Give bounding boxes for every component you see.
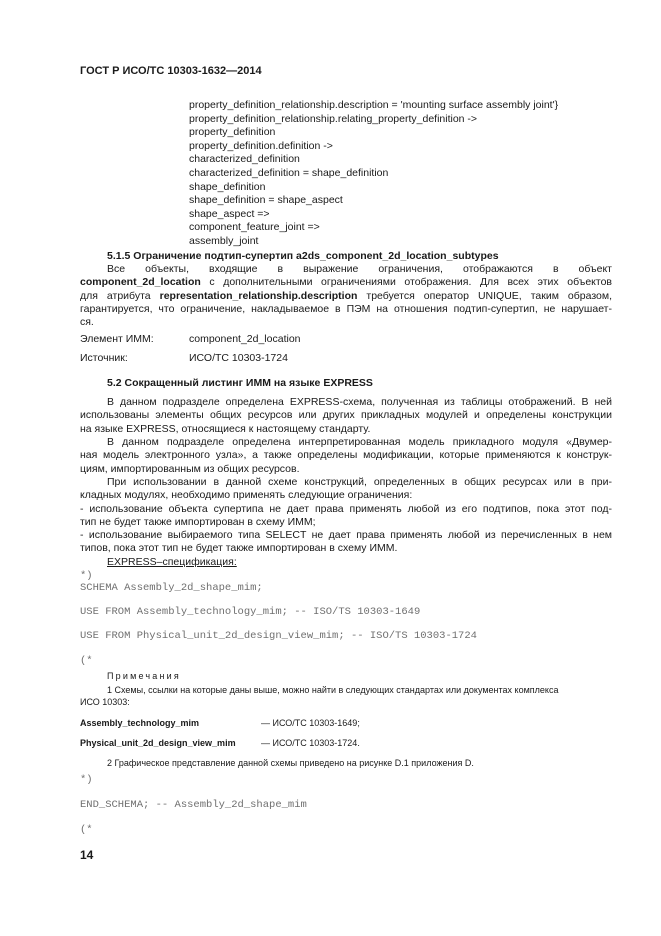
note-1-line-1: 1 Схемы, ссылки на которые даны выше, можно найти в следующих стандартах или документах комплекса xyxy=(107,685,559,695)
source-value: ИСО/ТС 10303-1724 xyxy=(189,352,288,364)
text-line: гарантируется, что ограничение, накладываемое в ПЭМ на отношения подтип-супертип, не нарушает- xyxy=(80,302,612,315)
source-label: Источник: xyxy=(80,352,128,364)
text-line: При использовании в данной схеме конструкций, определенных в общих ресурсах или в при- xyxy=(107,476,612,488)
section-52-paragraph-3 xyxy=(80,476,612,556)
text-line: В данном подразделе определена EXPRESS-схема, полученная из таблицы отображений. В ней xyxy=(107,396,612,408)
section-52-paragraph-1 xyxy=(80,396,612,436)
code-open-comment: *) xyxy=(80,570,93,582)
document-header: ГОСТ Р ИСО/ТС 10303-1632—2014 xyxy=(80,65,262,77)
text-line: В данном подразделе определена интерпретированная модель прикладного модуля «Двумер- xyxy=(107,436,612,448)
mapping-line: property_definition_relationship.description = 'mounting surface assembly joint'} xyxy=(189,99,559,111)
express-spec-label: EXPRESS–спецификация: xyxy=(107,556,237,568)
text-line: - использование выбираемого типа SELECT не дает права применять любой из перечисленных в нем xyxy=(80,529,612,542)
code-schema-line: SCHEMA Assembly_2d_shape_mim; xyxy=(80,582,263,594)
mapping-line: characterized_definition xyxy=(189,153,300,166)
code-use-line: USE FROM Assembly_technology_mim; -- ISO/TS 10303-1649 xyxy=(80,606,421,618)
code-reopen-comment: *) xyxy=(80,774,93,786)
mapping-line: component_feature_joint => xyxy=(189,221,320,234)
text-line: - использование объекта супертипа не дает права применять любой из его подтипов, пока этот под- xyxy=(80,502,612,515)
notes-title: Примечания xyxy=(107,671,181,681)
text-line: типов, пока этот тип не будет также импортирован в схему ИММ. xyxy=(80,542,398,555)
section-515-paragraph xyxy=(80,263,612,329)
text-line: ная модель электронного узла», а также определены модификации, которые применяются к конструк- xyxy=(80,449,612,462)
ref-document: — ИСО/ТС 10303-1649; xyxy=(261,718,360,728)
mapping-line: shape_aspect => xyxy=(189,207,270,220)
mapping-lines xyxy=(189,99,558,249)
mapping-line: property_definition xyxy=(189,126,276,139)
mapping-line: property_definition.definition -> xyxy=(189,139,333,152)
element-label: Элемент ИММ: xyxy=(80,333,154,345)
code-end-schema: END_SCHEMA; -- Assembly_2d_shape_mim xyxy=(80,799,307,811)
page-number: 14 xyxy=(80,848,94,862)
entity-name: component_2d_location xyxy=(80,276,201,289)
ref-document: — ИСО/ТС 10303-1724. xyxy=(261,738,360,748)
code-use-line: USE FROM Physical_unit_2d_design_view_mim; -- ISO/TS 10303-1724 xyxy=(80,630,477,642)
ref-module-name: Assembly_technology_mim xyxy=(80,718,200,728)
text-line: требуется оператор UNIQUE, таким образом, xyxy=(357,289,612,302)
mapping-line: property_definition_relationship.relating_property_definition -> xyxy=(189,112,478,125)
text-line: использованы элементы общих ресурсов или других прикладных модулей и определены конструкции xyxy=(80,409,612,422)
mapping-line: shape_definition = shape_aspect xyxy=(189,194,343,207)
text-line: ся. xyxy=(80,316,94,329)
text-line: для атрибута xyxy=(80,289,160,302)
section-515-heading: 5.1.5 Ограничение подтип-супертип a2ds_component_2d_location_subtypes xyxy=(107,250,499,262)
note-2: 2 Графическое представление данной схемы приведено на рисунке D.1 приложения D. xyxy=(107,758,474,768)
text-line: Все объекты, входящие в выражение ограничения, отображаются в объект xyxy=(107,263,612,275)
section-52-paragraph-2 xyxy=(80,436,612,476)
element-value: component_2d_location xyxy=(189,333,301,345)
note-1-line-2: ИСО 10303: xyxy=(80,697,130,707)
code-final-comment: (* xyxy=(80,824,93,836)
text-line: тип не будет также импортирован в схему ИММ; xyxy=(80,515,316,528)
text-line: кладных модулях, необходимо применять следующие ограничения: xyxy=(80,489,413,502)
mapping-line: assembly_joint xyxy=(189,234,259,247)
attribute-name: representation_relationship.description xyxy=(159,289,358,302)
text-line: на языке EXPRESS, относящиеся к настоящему стандарту. xyxy=(80,422,371,435)
mapping-line: shape_definition xyxy=(189,180,266,193)
text-line: циям, импортированным из общих ресурсов. xyxy=(80,462,300,475)
section-52-heading: 5.2 Сокращенный листинг ИММ на языке EXPRESS xyxy=(107,377,373,389)
mapping-line: characterized_definition = shape_definition xyxy=(189,166,389,179)
text-line: с дополнительными ограничениями отображения. Для всех этих объектов xyxy=(200,276,612,289)
code-close-comment: (* xyxy=(80,655,93,667)
ref-module-name: Physical_unit_2d_design_view_mim xyxy=(80,738,236,748)
